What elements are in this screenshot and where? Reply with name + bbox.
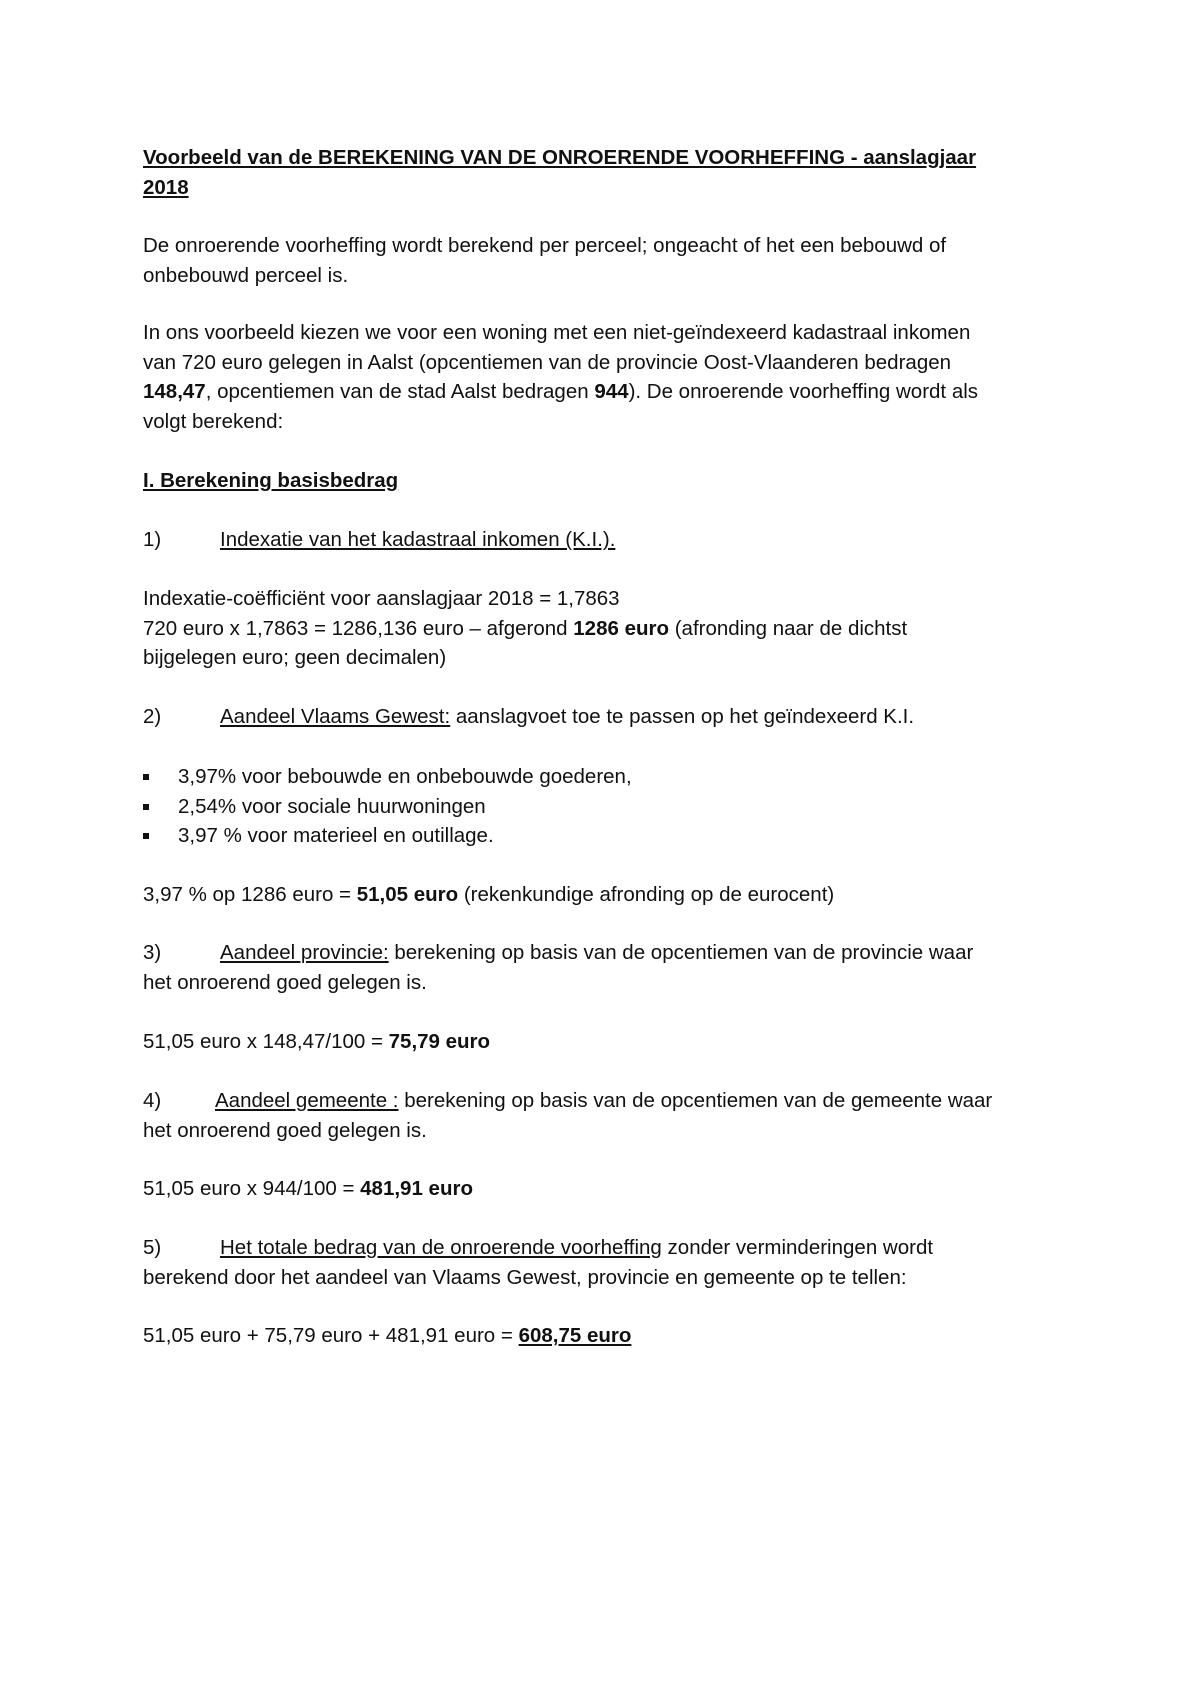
municipal-share-value: 481,91 euro [360, 1177, 473, 1200]
total-amount-value: 608,75 euro [518, 1324, 632, 1347]
example-line-4: volgt berekend: [143, 409, 284, 433]
section-heading: I. Berekening basisbedrag [143, 469, 399, 492]
step-3-heading [143, 938, 1063, 997]
step-5-heading [143, 1233, 1063, 1292]
step-4-calculation [143, 1174, 1063, 1204]
example-paragraph [143, 318, 1063, 436]
step-2-number: 2) [143, 705, 162, 728]
step-2-calc-text-1: 3,97 % op 1286 euro = [143, 883, 357, 906]
bullet-square-icon [143, 833, 149, 839]
list-item [143, 792, 1063, 822]
step-4-heading [143, 1086, 1063, 1145]
step-5-number: 5) [143, 1236, 162, 1259]
step-5-calc-text: 51,05 euro + 75,79 euro + 481,91 euro = [143, 1324, 519, 1347]
example-line-3-text-1: , opcentiemen van de stad Aalst bedragen [205, 380, 595, 403]
step-4-line-2: het onroerend goed gelegen is. [143, 1118, 427, 1142]
example-line-1: In ons voorbeeld kiezen we voor een woning met een niet-geïndexeerd kadastraal inkomen [143, 321, 971, 344]
step-4-number: 4) [143, 1089, 162, 1112]
city-surcharge-value: 944 [594, 380, 629, 403]
step-2-calculation [143, 880, 1063, 910]
step-3-number: 3) [143, 941, 162, 964]
step-5-line-2: berekend door het aandeel van Vlaams Gewest, provincie en gemeente op te tellen: [143, 1265, 907, 1289]
title-line-2: 2018 [143, 175, 189, 199]
step-3-rest: berekening op basis van de opcentiemen van de provincie waar [388, 941, 974, 964]
example-line-2: van 720 euro gelegen in Aalst (opcentiemen van de provincie Oost-Vlaanderen bedragen [143, 350, 952, 374]
step-3-calc-text: 51,05 euro x 148,47/100 = [143, 1030, 389, 1053]
step-2-title: Aandeel Vlaams Gewest: [220, 705, 451, 728]
intro-line-1: De onroerende voorheffing wordt berekend per perceel; ongeacht of het een bebouwd of [143, 234, 947, 257]
step-1-heading [143, 525, 1063, 555]
indexed-income-value: 1286 euro [573, 616, 670, 640]
step-2-calc-text-2: (rekenkundige afronding op de eurocent) [458, 883, 835, 906]
list-item-text: 2,54% voor sociale huurwoningen [178, 794, 486, 818]
step-2-heading [143, 702, 1063, 732]
step-1-body [143, 584, 1063, 673]
list-item-text: 3,97 % voor materieel en outillage. [178, 824, 494, 847]
step-3-line-2: het onroerend goed gelegen is. [143, 970, 427, 994]
step-3-title: Aandeel provincie: [220, 941, 389, 964]
step-4-calc-text: 51,05 euro x 944/100 = [143, 1177, 361, 1200]
step-1-line-2-text-2: (afronding naar de dichtst [669, 616, 908, 640]
step-1-title: Indexatie van het kadastraal inkomen (K.I.). [220, 528, 616, 551]
bullet-square-icon [143, 804, 149, 810]
step-4-rest: berekening op basis van de opcentiemen van de gemeente waar [398, 1089, 993, 1112]
title-line-1: Voorbeeld van de BEREKENING VAN DE ONROERENDE VOORHEFFING - aanslagjaar [143, 146, 977, 169]
province-share-value: 75,79 euro [388, 1030, 491, 1053]
step-1-number: 1) [143, 528, 162, 551]
step-1-line-3: bijgelegen euro; geen decimalen) [143, 646, 447, 669]
step-5-title: Het totale bedrag van de onroerende voorheffing [220, 1236, 662, 1259]
step-1-line-1: Indexatie-coëfficiënt voor aanslagjaar 2018 = 1,7863 [143, 587, 620, 610]
step-5-rest: zonder verminderingen wordt [661, 1236, 934, 1259]
list-item-text: 3,97% voor bebouwde en onbebouwde goederen, [178, 765, 632, 788]
step-4-title: Aandeel gemeente : [215, 1089, 399, 1112]
step-1-line-2-text-1: 720 euro x 1,7863 = 1286,136 euro – afgerond [143, 616, 574, 640]
list-item [143, 821, 1063, 851]
list-item [143, 762, 1063, 792]
step-2-rest: aanslagvoet toe te passen op het geïndexeerd K.I. [450, 705, 915, 728]
intro-paragraph [143, 231, 1063, 290]
intro-line-2: onbebouwd perceel is. [143, 263, 349, 287]
step-3-calculation [143, 1027, 1063, 1057]
province-surcharge-value: 148,47 [143, 380, 206, 403]
example-line-3-text-2: ). De onroerende voorheffing wordt als [628, 380, 979, 403]
bullet-square-icon [143, 774, 149, 780]
step-5-calculation [143, 1321, 1063, 1351]
document-title [143, 143, 1063, 202]
regional-share-value: 51,05 euro [356, 883, 459, 906]
rate-list [143, 762, 1063, 851]
